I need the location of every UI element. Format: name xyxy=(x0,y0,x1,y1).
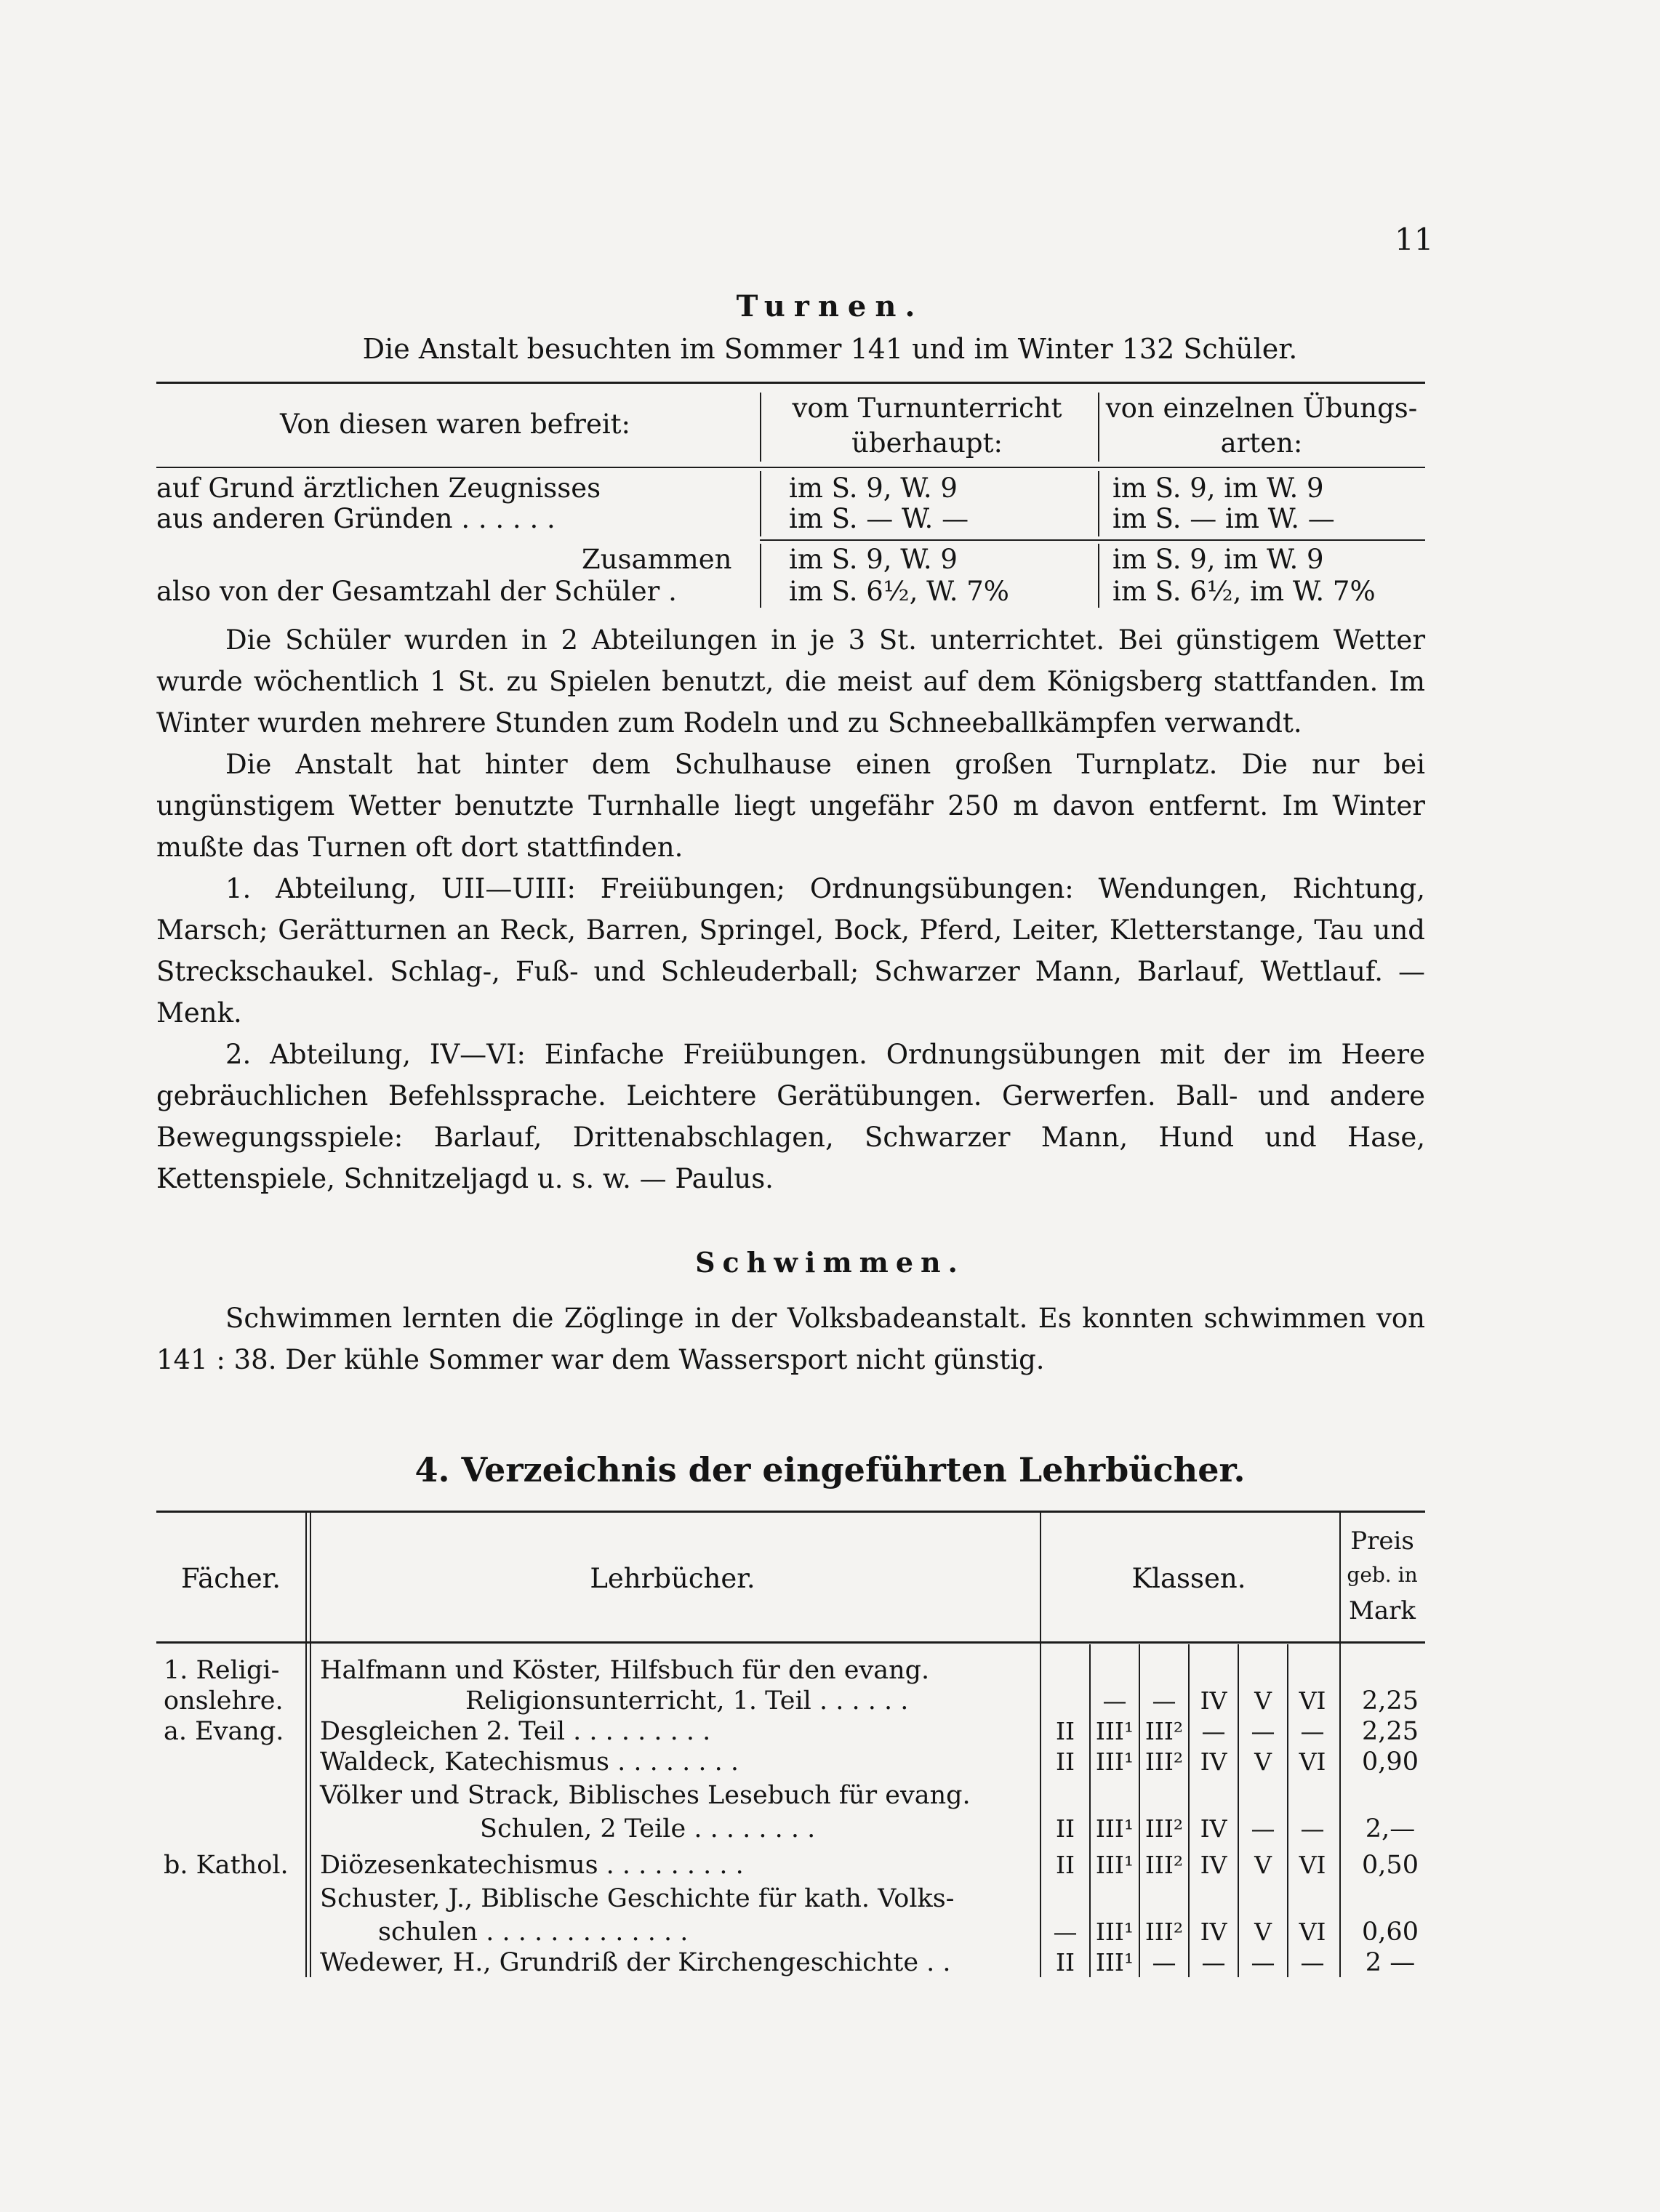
subject-religion: 1. Religi- xyxy=(164,1656,280,1685)
price-cell: 0,50 xyxy=(1362,1851,1419,1880)
class-cell: III² xyxy=(1144,1918,1184,1946)
subject-religion-2: onslehre. xyxy=(164,1686,284,1716)
class-cell: III² xyxy=(1144,1717,1184,1745)
table-col2-header-2: überhaupt: xyxy=(851,427,1003,459)
table-total-label: Zusammen xyxy=(582,544,732,575)
class-cell: VI xyxy=(1299,1748,1326,1776)
book-title: Desgleichen 2. Teil . . . . . . . . . xyxy=(320,1717,711,1746)
subject-evang: a. Evang. xyxy=(164,1717,284,1746)
class-cell: — xyxy=(1152,1686,1176,1715)
class-cell: III² xyxy=(1144,1748,1184,1776)
class-cell: — xyxy=(1300,1717,1325,1745)
book-title-cont: Schulen, 2 Teile . . . . . . . . xyxy=(480,1814,816,1843)
table-vrule xyxy=(760,544,761,608)
class-cell: — xyxy=(1251,1814,1275,1843)
table-vrule xyxy=(760,471,761,536)
table-top-rule xyxy=(156,1511,1425,1513)
col-header-faecher: Fächer. xyxy=(180,1563,281,1594)
class-cell: — xyxy=(1251,1717,1275,1745)
class-cell: III² xyxy=(1144,1851,1184,1879)
book-title: Schuster, J., Biblische Geschichte für kath. Volks- xyxy=(320,1884,955,1913)
class-cell: — xyxy=(1300,1814,1325,1843)
class-cell: III² xyxy=(1144,1814,1184,1843)
turnen-intro: Die Anstalt besuchten im Sommer 141 und im Winter 132 Schüler. xyxy=(362,333,1298,365)
col-header-klassen: Klassen. xyxy=(1131,1563,1246,1594)
table-col3-header-2: arten: xyxy=(1220,427,1303,459)
book-title: Diözesenkatechismus . . . . . . . . . xyxy=(320,1851,744,1880)
page-number: 11 xyxy=(1395,222,1434,257)
col-header-lehrbuecher: Lehrbücher. xyxy=(590,1563,755,1594)
table-vrule xyxy=(1098,393,1099,462)
class-cell: III¹ xyxy=(1095,1814,1134,1843)
class-cell: — xyxy=(1251,1948,1275,1976)
table-col3-header-1: von einzelnen Übungs- xyxy=(1105,393,1418,424)
turnen-paragraph: 1. Abteilung, UII—UIII: Freiübungen; Ordnungsübungen: Wendungen, Richtung, Marsch; Gerätturnen an Reck, Barren, Springel, Bock, Pferd, Leiter, Kletterstange, Tau und Streckschaukel. Schlag-, Fuß- und Schleuderball; Schwarzer Mann, Barlauf, Wettlauf. — Menk. xyxy=(156,873,1425,1029)
section-heading-lehrbuecher: 4. Verzeichnis der eingeführten Lehrbücher. xyxy=(414,1450,1246,1489)
price-cell: 0,90 xyxy=(1362,1748,1419,1777)
class-cell: — xyxy=(1300,1948,1325,1976)
table-row-col2: im S. — W. — xyxy=(789,503,969,534)
class-cell: II xyxy=(1055,1948,1075,1976)
table-vrule xyxy=(1098,544,1099,608)
class-cell: V xyxy=(1254,1851,1272,1879)
class-cell: V xyxy=(1254,1686,1272,1715)
class-cell: IV xyxy=(1200,1851,1227,1879)
table-pct-col3: im S. 6½, im W. 7% xyxy=(1112,576,1376,607)
book-title-cont: Religionsunterricht, 1. Teil . . . . . . xyxy=(465,1686,909,1716)
class-cell: IV xyxy=(1200,1748,1227,1776)
price-cell: 2,25 xyxy=(1362,1717,1419,1746)
table-row-col3: im S. — im W. — xyxy=(1112,503,1335,534)
class-cell: V xyxy=(1254,1918,1272,1946)
table-row-label: auf Grund ärztlichen Zeugnisses xyxy=(156,472,601,504)
table-pct-col2: im S. 6½, W. 7% xyxy=(789,576,1009,607)
table-total-col3: im S. 9, im W. 9 xyxy=(1112,544,1324,575)
class-cell: — xyxy=(1053,1918,1078,1946)
class-cell: III¹ xyxy=(1095,1948,1134,1976)
subject-kathol: b. Kathol. xyxy=(164,1851,289,1880)
class-cell: VI xyxy=(1299,1686,1326,1715)
price-cell: 0,60 xyxy=(1362,1918,1419,1947)
table-header-rule xyxy=(156,467,1425,468)
table-vrule xyxy=(305,1512,307,1977)
turnen-paragraph: Die Schüler wurden in 2 Abteilungen in je 3 St. unterrichtet. Bei günstigem Wetter wurde wöchentlich 1 St. zu Spielen benutzt, die meist auf dem Königsberg stattfanden. Im Winter wurden mehrere Stunden zum Rodeln und zu Schneeballkämpfen verwandt. xyxy=(156,624,1425,739)
table-vrule xyxy=(760,393,761,462)
class-cell: II xyxy=(1055,1851,1075,1879)
col-header-preis: Preis xyxy=(1350,1527,1414,1556)
class-cell: V xyxy=(1254,1748,1272,1776)
class-cell: II xyxy=(1055,1814,1075,1843)
table-total-col2: im S. 9, W. 9 xyxy=(789,544,958,575)
col-header-preis-geb: geb. in xyxy=(1347,1563,1418,1587)
class-cell: VI xyxy=(1299,1851,1326,1879)
class-cell: — xyxy=(1201,1948,1226,1976)
turnen-paragraph: Die Anstalt hat hinter dem Schulhause einen großen Turnplatz. Die nur bei ungünstigem Wetter benutzte Turnhalle liegt ungefähr 250 m davon entfernt. Im Winter mußte das Turnen oft dort stattfinden. xyxy=(156,749,1425,863)
class-cell: IV xyxy=(1200,1814,1227,1843)
table-row-col2: im S. 9, W. 9 xyxy=(789,472,958,504)
section-heading-schwimmen: Schwimmen. xyxy=(695,1246,965,1279)
table-top-rule xyxy=(156,382,1425,384)
section-heading-turnen: Turnen. xyxy=(736,289,924,323)
table-sum-rule xyxy=(760,539,1425,541)
class-cell: II xyxy=(1055,1717,1075,1745)
book-title: Halfmann und Köster, Hilfsbuch für den evang. xyxy=(320,1656,930,1685)
table-header-rule xyxy=(156,1641,1425,1644)
book-title: Völker und Strack, Biblisches Lesebuch für evang. xyxy=(320,1781,971,1810)
class-cell: III¹ xyxy=(1095,1918,1134,1946)
turnen-paragraph: 2. Abteilung, IV—VI: Einfache Freiübungen. Ordnungsübungen mit der im Heere gebräuchlichen Befehlssprache. Leichtere Gerätübungen. Gerwerfen. Ball- und andere Bewegungsspiele: Barlauf, Drittenabschlagen, Schwarzer Mann, Hund und Hase, Kettenspiele, Schnitzeljagd u. s. w. — Paulus. xyxy=(156,1039,1425,1194)
price-cell: 2,— xyxy=(1365,1814,1416,1843)
table-row-col3: im S. 9, im W. 9 xyxy=(1112,472,1324,504)
book-title: Waldeck, Katechismus . . . . . . . . xyxy=(320,1748,739,1777)
class-cell: III¹ xyxy=(1095,1748,1134,1776)
table-vrule xyxy=(310,1512,311,1977)
class-cell: II xyxy=(1055,1748,1075,1776)
class-cell: IV xyxy=(1200,1918,1227,1946)
class-cell: VI xyxy=(1299,1918,1326,1946)
col-header-preis-mark: Mark xyxy=(1349,1596,1416,1625)
schwimmen-paragraph: Schwimmen lernten die Zöglinge in der Volksbadeanstalt. Es konnten schwimmen von 141 : 38. Der kühle Sommer war dem Wassersport nicht günstig. xyxy=(156,1303,1425,1375)
book-title: Wedewer, H., Grundriß der Kirchengeschichte . . xyxy=(320,1948,951,1977)
table-pct-label: also von der Gesamtzahl der Schüler . xyxy=(156,576,677,607)
table-vrule xyxy=(1339,1512,1341,1977)
class-cell: — xyxy=(1152,1948,1176,1976)
table-row-label: aus anderen Gründen . . . . . . xyxy=(156,503,556,534)
class-cell: — xyxy=(1102,1686,1127,1715)
price-cell: 2,25 xyxy=(1362,1686,1419,1716)
class-cell: — xyxy=(1201,1717,1226,1745)
class-cell: IV xyxy=(1200,1686,1227,1715)
class-cell: III¹ xyxy=(1095,1717,1134,1745)
table-col2-header-1: vom Turnunterricht xyxy=(792,393,1062,424)
class-cell: III¹ xyxy=(1095,1851,1134,1879)
table-col1-header: Von diesen waren befreit: xyxy=(280,409,631,440)
table-vrule xyxy=(1098,471,1099,536)
price-cell: 2 — xyxy=(1365,1948,1416,1977)
book-title-cont: schulen . . . . . . . . . . . . . xyxy=(378,1918,689,1947)
